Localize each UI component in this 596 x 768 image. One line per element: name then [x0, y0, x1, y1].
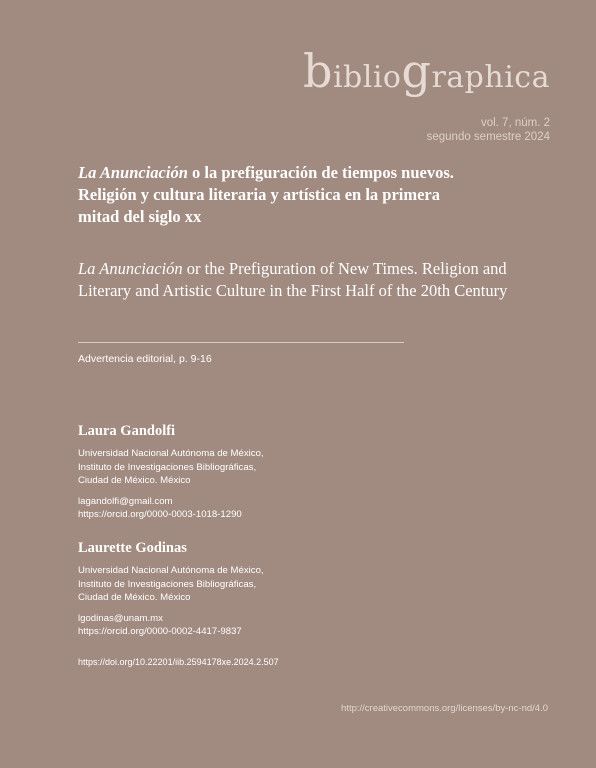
- article-section: Advertencia editorial, p. 9-16: [78, 353, 212, 365]
- license-link[interactable]: http://creativecommons.org/licenses/by-nc-nd/4.0: [341, 703, 548, 714]
- author-affiliation: Ciudad de México. México: [78, 475, 191, 487]
- article-title-english: La Anunciación or the Prefiguration of New Times. Religion and Literary and Artistic Culture in the First Half of the 20th Century: [78, 259, 508, 300]
- author-affiliation: Instituto de Investigaciones Bibliográficas,: [78, 461, 257, 473]
- author-name: Laurette Godinas: [78, 540, 187, 556]
- author-orcid-link[interactable]: https://orcid.org/0000-0002-4417-9837: [78, 626, 242, 638]
- journal-branding: [302, 44, 550, 144]
- author-block-2: [78, 540, 398, 639]
- author-name: Laura Gandolfi: [78, 423, 176, 439]
- author-orcid-link[interactable]: https://orcid.org/0000-0003-1018-1290: [78, 509, 242, 521]
- article-title-spanish: La Anunciación o la prefiguración de tiempos nuevos. Religión y cultura literaria y artística en la primera mitad del siglo xx: [78, 163, 454, 226]
- author-email-link[interactable]: lagandolfi@gmail.com: [78, 495, 173, 507]
- journal-logo: bibliographica: [302, 44, 550, 98]
- author-affiliation: Universidad Nacional Autónoma de México,: [78, 448, 264, 459]
- divider: [78, 342, 404, 343]
- author-affiliation: Ciudad de México. México: [78, 592, 191, 604]
- author-block-1: [78, 423, 398, 522]
- doi-link[interactable]: https://doi.org/10.22201/iib.2594178xe.2024.2.507: [78, 657, 279, 667]
- journal-volume: vol. 7, núm. 2: [480, 117, 550, 129]
- author-affiliation: Universidad Nacional Autónoma de México,: [78, 565, 264, 576]
- author-affiliation: Instituto de Investigaciones Bibliográficas,: [78, 578, 257, 590]
- author-email-link[interactable]: lgodinas@unam.mx: [78, 612, 163, 624]
- journal-period: segundo semestre 2024: [426, 131, 550, 143]
